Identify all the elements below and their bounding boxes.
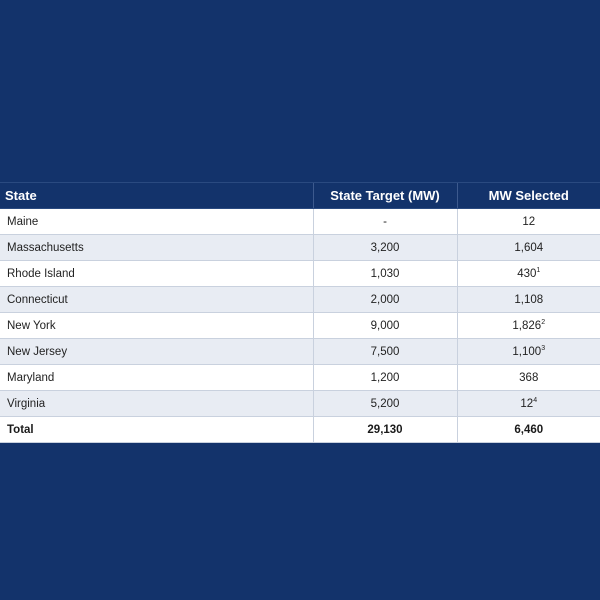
- cell-selected: [457, 313, 600, 339]
- table-total-row: [0, 417, 600, 443]
- footnote-marker: 1: [536, 266, 541, 274]
- selected-value: 1,604: [514, 241, 544, 254]
- cell-selected: [457, 391, 600, 417]
- offshore-wind-table: [0, 182, 600, 443]
- selected-value: 1,108: [514, 293, 544, 306]
- cell-state: Maine: [0, 209, 313, 235]
- header-mw-selected: MW Selected: [457, 183, 600, 209]
- selected-value: 12: [520, 397, 534, 410]
- table-row: [0, 391, 600, 417]
- footnote-marker: 2: [541, 318, 546, 326]
- selected-value: 12: [522, 215, 536, 228]
- cell-target: 1,030: [313, 261, 457, 287]
- cell-total-label: Total: [0, 417, 313, 443]
- footnote-marker: 3: [541, 344, 546, 352]
- footnote-marker: 4: [533, 396, 538, 404]
- cell-target: 3,200: [313, 235, 457, 261]
- cell-state: Rhode Island: [0, 261, 313, 287]
- table-row: [0, 209, 600, 235]
- table-row: [0, 339, 600, 365]
- selected-value: 430: [517, 267, 537, 280]
- cell-state: New York: [0, 313, 313, 339]
- cell-state: Massachusetts: [0, 235, 313, 261]
- cell-state: New Jersey: [0, 339, 313, 365]
- cell-state: Connecticut: [0, 287, 313, 313]
- cell-selected: [457, 287, 600, 313]
- selected-value: 368: [519, 371, 539, 384]
- cell-target: 9,000: [313, 313, 457, 339]
- cell-selected: [457, 365, 600, 391]
- cell-target: 2,000: [313, 287, 457, 313]
- table-row: [0, 313, 600, 339]
- cell-target: 5,200: [313, 391, 457, 417]
- cell-total-selected: 6,460: [457, 417, 600, 443]
- cell-selected: [457, 235, 600, 261]
- cell-target: 1,200: [313, 365, 457, 391]
- cell-target: -: [313, 209, 457, 235]
- selected-value: 1,826: [512, 319, 542, 332]
- cell-selected: [457, 261, 600, 287]
- table-row: [0, 235, 600, 261]
- cell-target: 7,500: [313, 339, 457, 365]
- table-header-row: [0, 183, 600, 209]
- cell-state: Virginia: [0, 391, 313, 417]
- table-row: [0, 365, 600, 391]
- header-state: State: [0, 183, 313, 209]
- cell-selected: [457, 209, 600, 235]
- table-row: [0, 287, 600, 313]
- cell-selected: [457, 339, 600, 365]
- header-state-target: State Target (MW): [313, 183, 457, 209]
- selected-value: 1,100: [512, 345, 542, 358]
- cell-state: Maryland: [0, 365, 313, 391]
- cell-total-target: 29,130: [313, 417, 457, 443]
- table-row: [0, 261, 600, 287]
- offshore-wind-table-container: [0, 182, 600, 443]
